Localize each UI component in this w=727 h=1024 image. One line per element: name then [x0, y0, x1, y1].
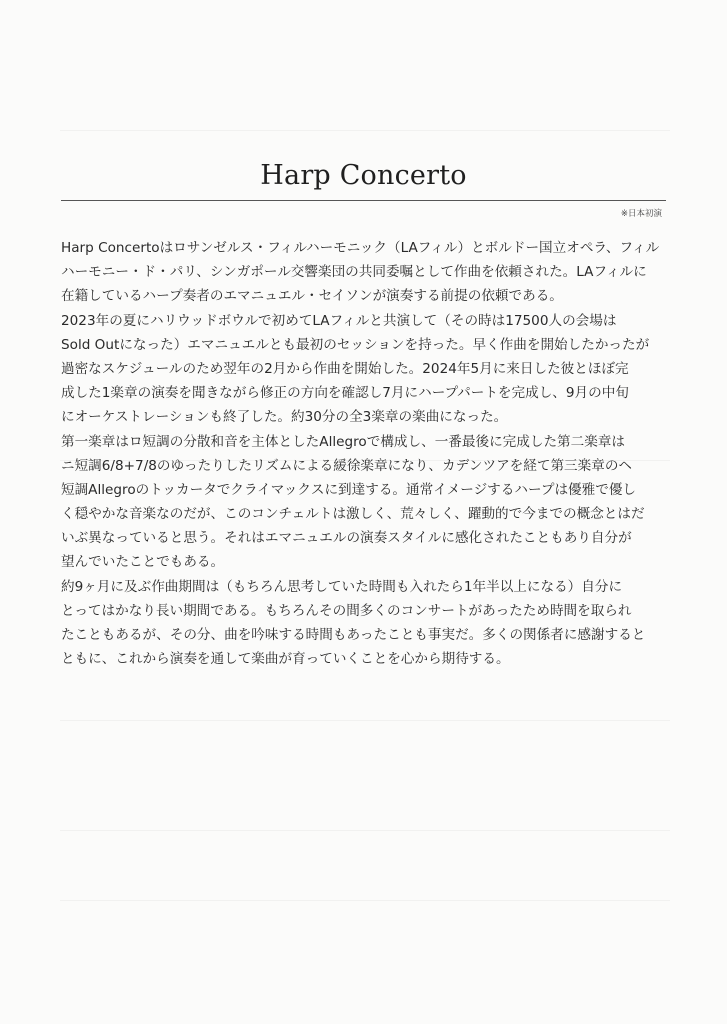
body-line: いぶ異なっていると思う。それはエマニュエルの演奏スタイルに感化されたこともあり自分が — [61, 530, 632, 547]
body-line: ニ短調6/8+7/8のゆったりしたリズムによる緩徐楽章になり、カデンツアを経て第三楽章のヘ — [61, 457, 633, 474]
show-through-line — [60, 130, 670, 131]
body-line: 在籍しているハープ奏者のエマニュエル・セイソンが演奏する前提の依頼である。 — [61, 288, 563, 305]
show-through-line — [60, 830, 670, 831]
premiere-note: ※日本初演 — [620, 209, 662, 219]
body-line: 過密なスケジュールのため翌年の2月から作曲を開始した。2024年5月に来日した彼とほぼ完 — [61, 360, 629, 377]
body-line: 望んでいたことでもある。 — [61, 554, 225, 571]
body-line: にオーケストレーションも終了した。約30分の全3楽章の楽曲になった。 — [61, 409, 508, 426]
body-line: ともに、これから演奏を通して楽曲が育っていくことを心から期待する。 — [61, 651, 510, 668]
body-line: たこともあるが、その分、曲を吟味する時間もあったことも事実だ。多くの関係者に感謝すると — [61, 627, 646, 643]
body-line: とってはかなり長い期間である。もちろんその間多くのコンサートがあったため時間を取られ — [61, 602, 632, 619]
show-through-shadow — [58, 60, 88, 95]
body-line: く穏やかな音楽なのだが、このコンチェルトは激しく、荒々しく、躍動的で今までの概念とはだ — [61, 506, 645, 523]
body-text — [61, 236, 667, 671]
page-title: Harp Concerto — [260, 160, 467, 191]
body-line: 短調Allegroのトッカータでクライマックスに到達する。通常イメージするハープは優雅で優し — [61, 481, 637, 498]
body-line: ハーモニー・ド・パリ、シンガポール交響楽団の共同委嘱として作曲を依頼された。LAフィルに — [61, 264, 647, 281]
title-divider — [61, 200, 666, 201]
body-line: 成した1楽章の演奏を聞きながら修正の方向を確認し7月にハープパートを完成し、9月の中旬 — [61, 385, 629, 402]
body-line: 約9ヶ月に及ぶ作曲期間は（もちろん思考していた時間も入れたら1年半以上になる）自分に — [61, 578, 623, 595]
body-line: 2023年の夏にハリウッドボウルで初めてLAフィルと共演して（その時は17500人の会場は — [61, 312, 617, 329]
body-line: Sold Outになった）エマニュエルとも最初のセッションを持った。早く作曲を開始したかったが — [61, 336, 650, 353]
show-through-line — [60, 900, 670, 901]
body-line: 第一楽章はロ短調の分散和音を主体としたAllegroで構成し、一番最後に完成した第二楽章は — [61, 433, 626, 450]
body-line: Harp Concertoはロサンゼルス・フィルハーモニック（LAフィル）とボルドー国立オペラ、フィル — [61, 240, 660, 256]
show-through-line — [60, 720, 670, 721]
